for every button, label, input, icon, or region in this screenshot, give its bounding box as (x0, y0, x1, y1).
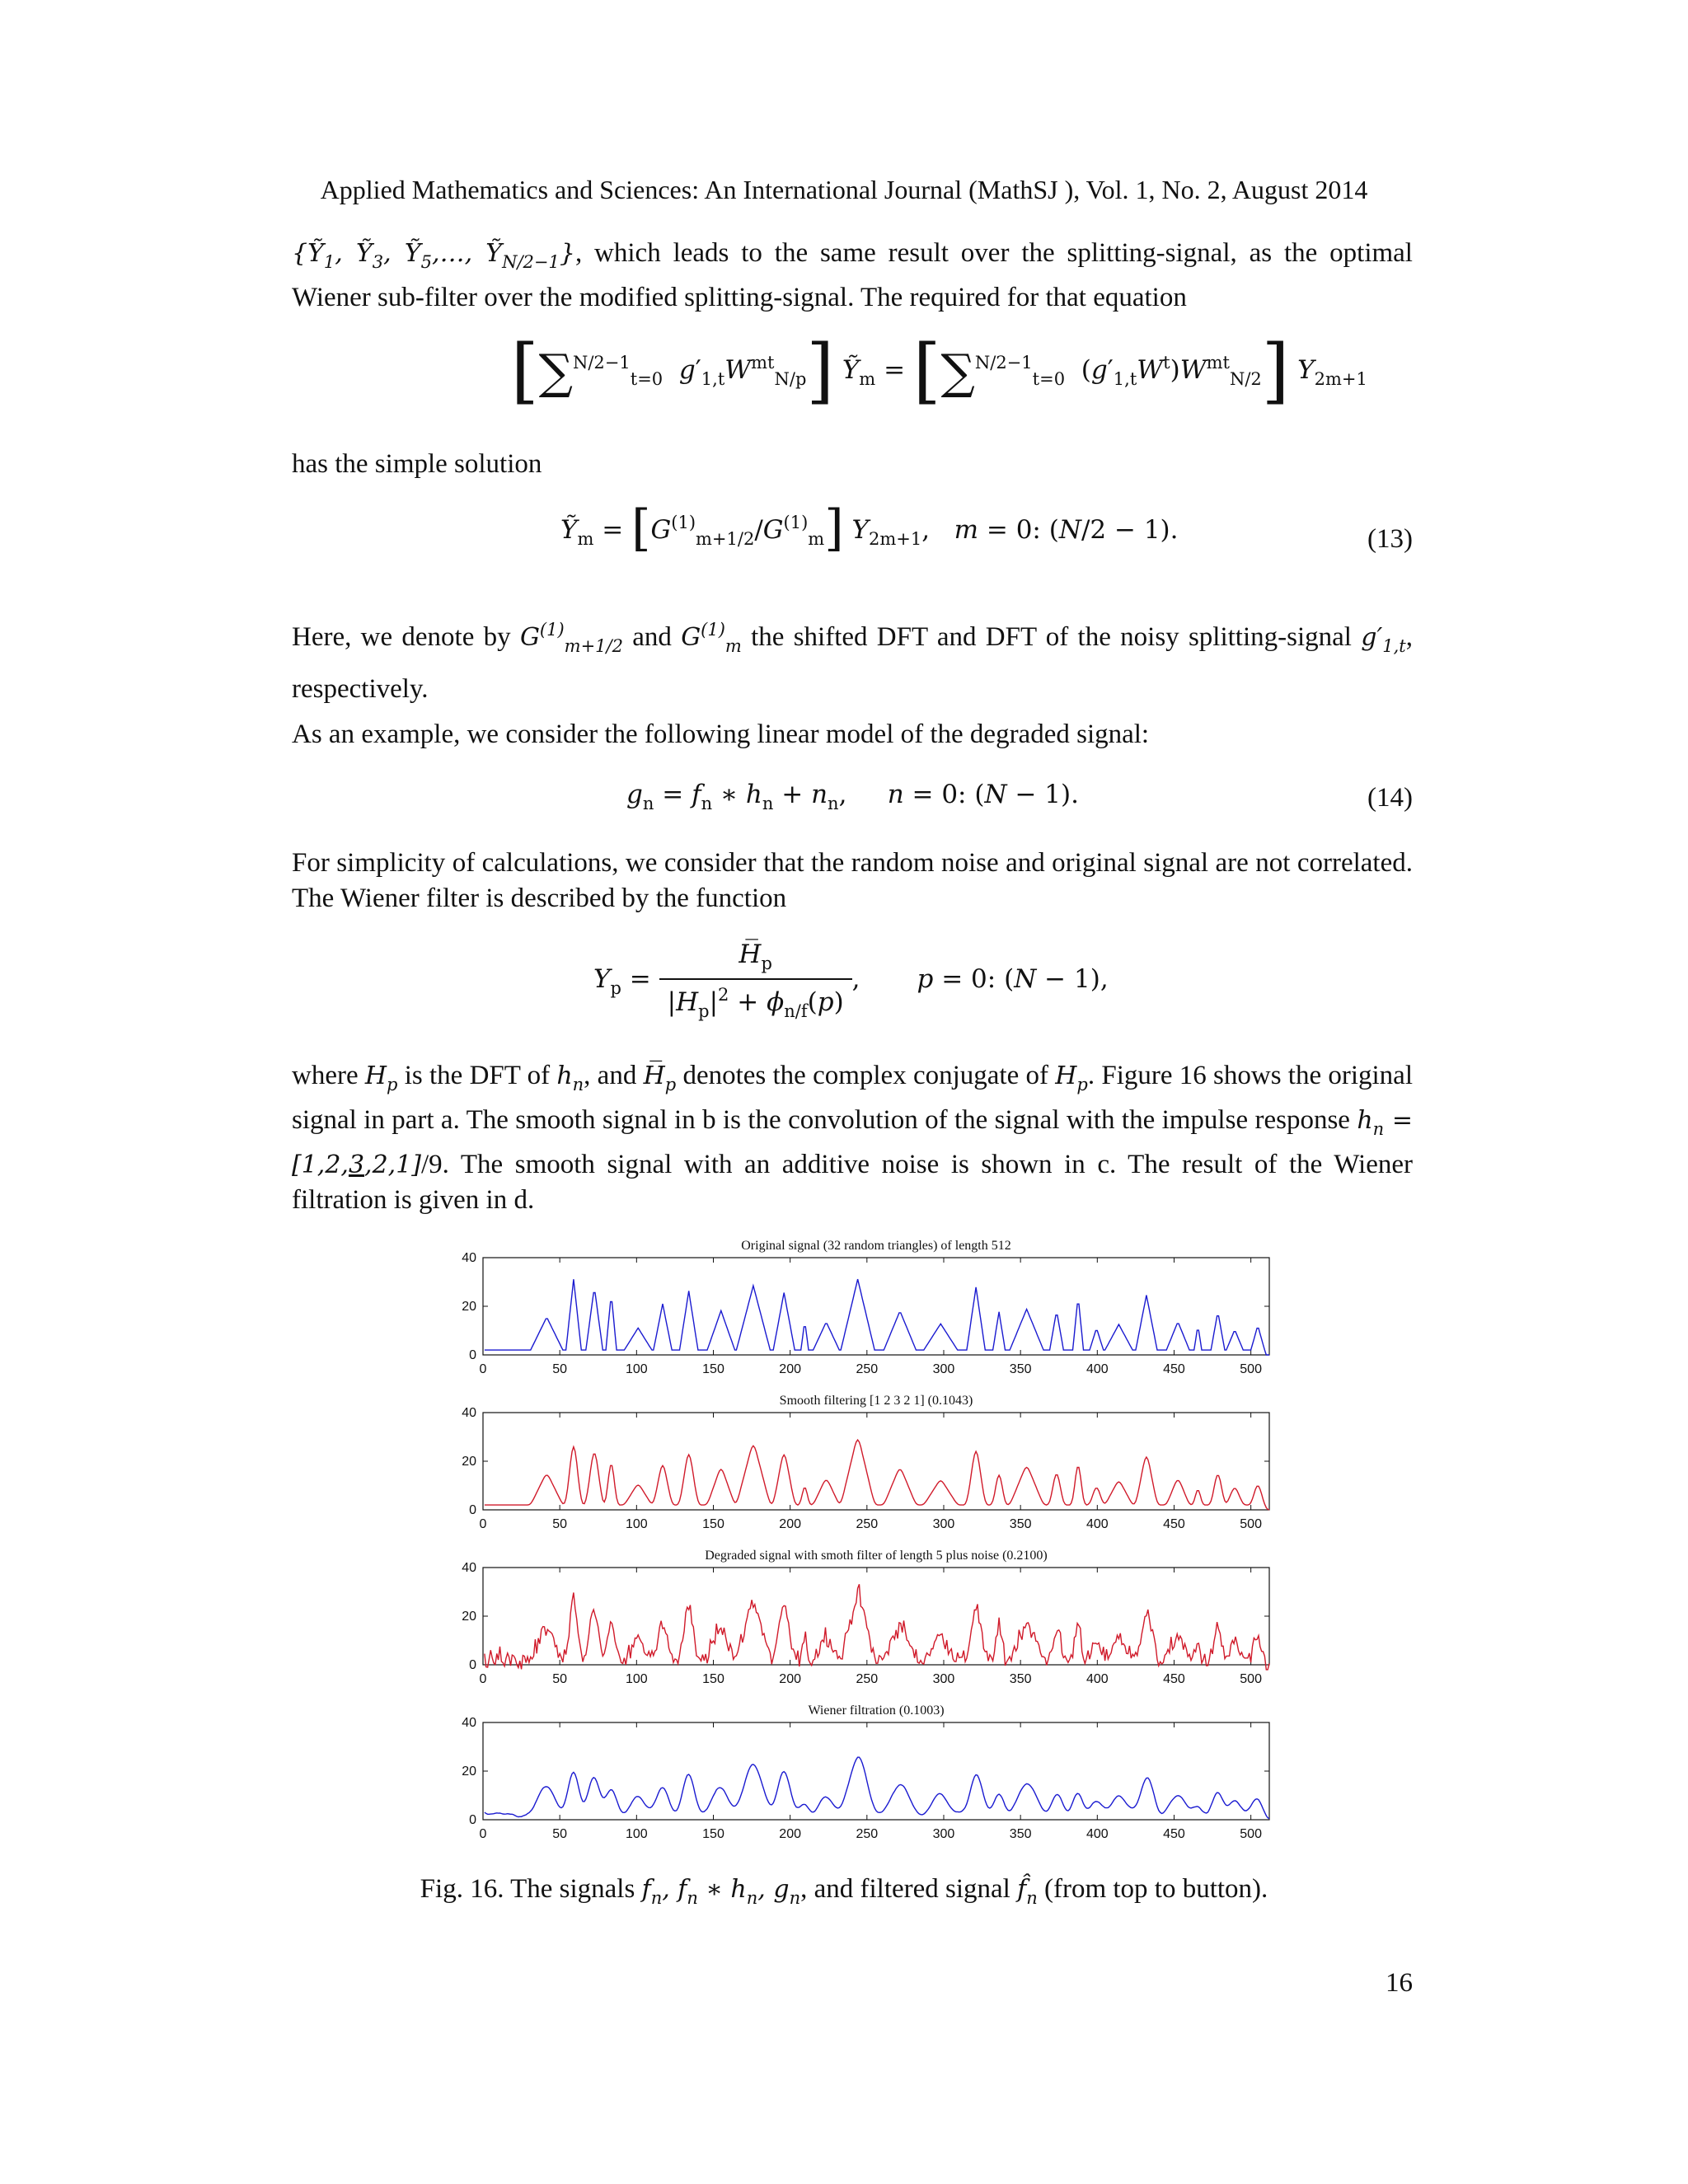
x-tick-label: 200 (779, 1672, 802, 1686)
paragraph-3 (292, 608, 1413, 710)
equation-14-number: (14) (1367, 783, 1413, 813)
x-tick-label: 350 (1009, 1827, 1032, 1838)
inline-math-set: {Ỹ$_1$, Ỹ$_3$, Ỹ$_5$,…, Ỹ$_{N/2-1}$} (292, 239, 575, 272)
paragraph-6-text-b: is the DFT of (404, 1061, 551, 1090)
inline-math-hp: $H_p$ (364, 1062, 398, 1094)
paragraph-3-text-c: the shifted DFT and DFT of the noisy splitting-signal (751, 622, 1352, 652)
caption-text-c: (from top to button). (1044, 1874, 1268, 1904)
x-tick-label: 400 (1085, 1672, 1109, 1686)
x-tick-label: 0 (479, 1362, 487, 1376)
x-tick-label: 200 (779, 1517, 802, 1531)
chart-title: Wiener filtration (0.1003) (808, 1704, 945, 1718)
x-tick-label: 500 (1240, 1362, 1262, 1376)
y-tick-label: 20 (462, 1455, 476, 1469)
paragraph-1 (292, 236, 1413, 316)
x-tick-label: 300 (932, 1827, 955, 1838)
x-tick-label: 300 (932, 1672, 955, 1686)
signal-line-noisy (485, 1584, 1269, 1670)
x-tick-label: 400 (1085, 1827, 1109, 1838)
signal-line-original (485, 1279, 1269, 1355)
inline-math-hp-2: $H_p$ (1055, 1062, 1088, 1094)
x-tick-label: 300 (932, 1517, 955, 1531)
running-header: Applied Mathematics and Sciences: An International Journal (MathSJ ), Vol. 1, No. 2, August 2014 (320, 175, 1368, 204)
x-tick-label: 50 (552, 1517, 568, 1531)
inline-math-g-prime: $g'_{1,t}$ (1361, 623, 1406, 656)
x-tick-label: 450 (1163, 1827, 1185, 1838)
paragraph-6-text-e: . Figure 16 shows the original signal in part a. The smooth signal in b is the convolution of the signal with the impulse response (292, 1061, 1413, 1135)
x-tick-label: 0 (479, 1672, 487, 1686)
inline-math-g-shift: $G^{(1)}_{m+1/2}$ (519, 620, 623, 656)
x-tick-label: 150 (702, 1827, 724, 1838)
page-number: 16 (1386, 1968, 1413, 1998)
x-tick-label: 100 (625, 1517, 648, 1531)
y-tick-label: 40 (462, 1406, 476, 1420)
x-tick-label: 350 (1009, 1517, 1032, 1531)
paragraph-2: has the simple solution (292, 449, 542, 479)
x-tick-label: 250 (856, 1517, 879, 1531)
figure-16-charts (445, 1220, 1278, 1838)
x-tick-label: 250 (856, 1362, 879, 1376)
caption-text-a: Fig. 16. The signals (420, 1874, 635, 1904)
paragraph-6-text-c: , and (584, 1061, 637, 1090)
caption-math-signals: $f_n$, $f_n$ ∗ $h_n$, $g_n$ (641, 1875, 801, 1908)
x-tick-label: 500 (1240, 1672, 1262, 1686)
inline-math-g: $G^{(1)}_m$ (681, 620, 742, 656)
y-tick-label: 40 (462, 1716, 476, 1730)
x-tick-label: 100 (625, 1362, 648, 1376)
x-tick-label: 50 (552, 1827, 568, 1838)
chart-title: Smooth filtering [1 2 3 2 1] (0.1043) (779, 1394, 973, 1408)
y-tick-label: 40 (462, 1251, 476, 1265)
y-tick-label: 0 (469, 1658, 476, 1672)
paragraph-6 (292, 1058, 1413, 1218)
y-tick-label: 40 (462, 1561, 476, 1575)
signal-line-smooth (485, 1440, 1269, 1510)
inline-math-hp-bar: $H̅_p$ (643, 1062, 677, 1094)
x-tick-label: 300 (932, 1362, 955, 1376)
inline-math-hn: $h_n$ (556, 1062, 584, 1094)
x-tick-label: 450 (1163, 1517, 1185, 1531)
x-tick-label: 250 (856, 1827, 879, 1838)
equation-wiener: $Y_p$ = $\frac{H̅_p}{|H_p|^2 + \phi_{n/f}(p)}$ , p = 0: (N − 1), (593, 940, 1109, 1021)
paragraph-3-text-d: , respectively. (292, 622, 1413, 704)
x-tick-label: 200 (779, 1362, 802, 1376)
paragraph-4: As an example, we consider the following linear model of the degraded signal: (292, 719, 1150, 749)
equation-13: Ỹ$_m$ = $[G^{(1)}_{m+1/2}/G^{(1)}_m]$ $Y_{2m+1}$, m = 0: (N/2 − 1). (560, 499, 1179, 557)
figure-caption (0, 1874, 1688, 1908)
x-tick-label: 350 (1009, 1362, 1032, 1376)
x-tick-label: 250 (856, 1672, 879, 1686)
chart-frame (483, 1413, 1269, 1510)
y-tick-label: 0 (469, 1348, 476, 1362)
paragraph-6-text-f: /9. The smooth signal with an additive noise is shown in c. The result of the Wiener filtration is given in d. (292, 1150, 1413, 1215)
y-tick-label: 0 (469, 1503, 476, 1517)
y-tick-label: 20 (462, 1300, 476, 1314)
paragraph-5: For simplicity of calculations, we consider that the random noise and original signal are not correlated. The Wiener filter is described by the function (292, 848, 1413, 913)
equation-13-number: (13) (1367, 524, 1413, 554)
paragraph-6-text-a: where (292, 1061, 359, 1090)
inline-math-impulse: $h_n = [1,2,3,2,1]$ (292, 1106, 1414, 1179)
x-tick-label: 500 (1240, 1827, 1262, 1838)
x-tick-label: 450 (1163, 1362, 1185, 1376)
x-tick-label: 200 (779, 1827, 802, 1838)
x-tick-label: 50 (552, 1362, 568, 1376)
caption-math-filtered: $f̂_n$ (1017, 1875, 1038, 1908)
chart-frame (483, 1722, 1269, 1820)
paragraph-3-text-b: and (632, 622, 672, 652)
paragraph-1-text: , which leads to the same result over the splitting-signal, as the optimal Wiener sub-filter over the modified splitting-signal. The required for that equation (292, 238, 1413, 312)
x-tick-label: 400 (1085, 1362, 1109, 1376)
y-tick-label: 20 (462, 1610, 476, 1624)
y-tick-label: 20 (462, 1765, 476, 1779)
caption-text-b: , and filtered signal (800, 1874, 1010, 1904)
x-tick-label: 100 (625, 1672, 648, 1686)
x-tick-label: 350 (1009, 1672, 1032, 1686)
x-tick-label: 450 (1163, 1672, 1185, 1686)
chart-title: Original signal (32 random triangles) of length 512 (741, 1239, 1011, 1253)
equation-14: $g_n = f_n$ ∗ $h_n + n_n$, n = 0: (N − 1). (626, 780, 1079, 813)
paragraph-6-text-d: denotes the complex conjugate of (682, 1061, 1048, 1090)
x-tick-label: 150 (702, 1362, 724, 1376)
x-tick-label: 500 (1240, 1517, 1262, 1531)
x-tick-label: 0 (479, 1827, 487, 1838)
paragraph-3-text-a: Here, we denote by (292, 622, 511, 652)
x-tick-label: 0 (479, 1517, 487, 1531)
x-tick-label: 100 (625, 1827, 648, 1838)
x-tick-label: 400 (1085, 1517, 1109, 1531)
x-tick-label: 150 (702, 1517, 724, 1531)
x-tick-label: 50 (552, 1672, 568, 1686)
x-tick-label: 150 (702, 1672, 724, 1686)
chart-title: Degraded signal with smoth filter of length 5 plus noise (0.2100) (705, 1549, 1048, 1563)
signal-line-wiener (485, 1757, 1269, 1819)
y-tick-label: 0 (469, 1813, 476, 1827)
equation-sum: [∑$^{N/2-1}_{t=0}$ $g'_{1,t}W^{mt}_{N/p}$] Ỹ$_m$ = [∑$^{N/2-1}_{t=0}$ $(g'_{1,t}W^t)W^{mt}_{N/2}$] $Y_{2m+1}$ (511, 330, 1367, 412)
